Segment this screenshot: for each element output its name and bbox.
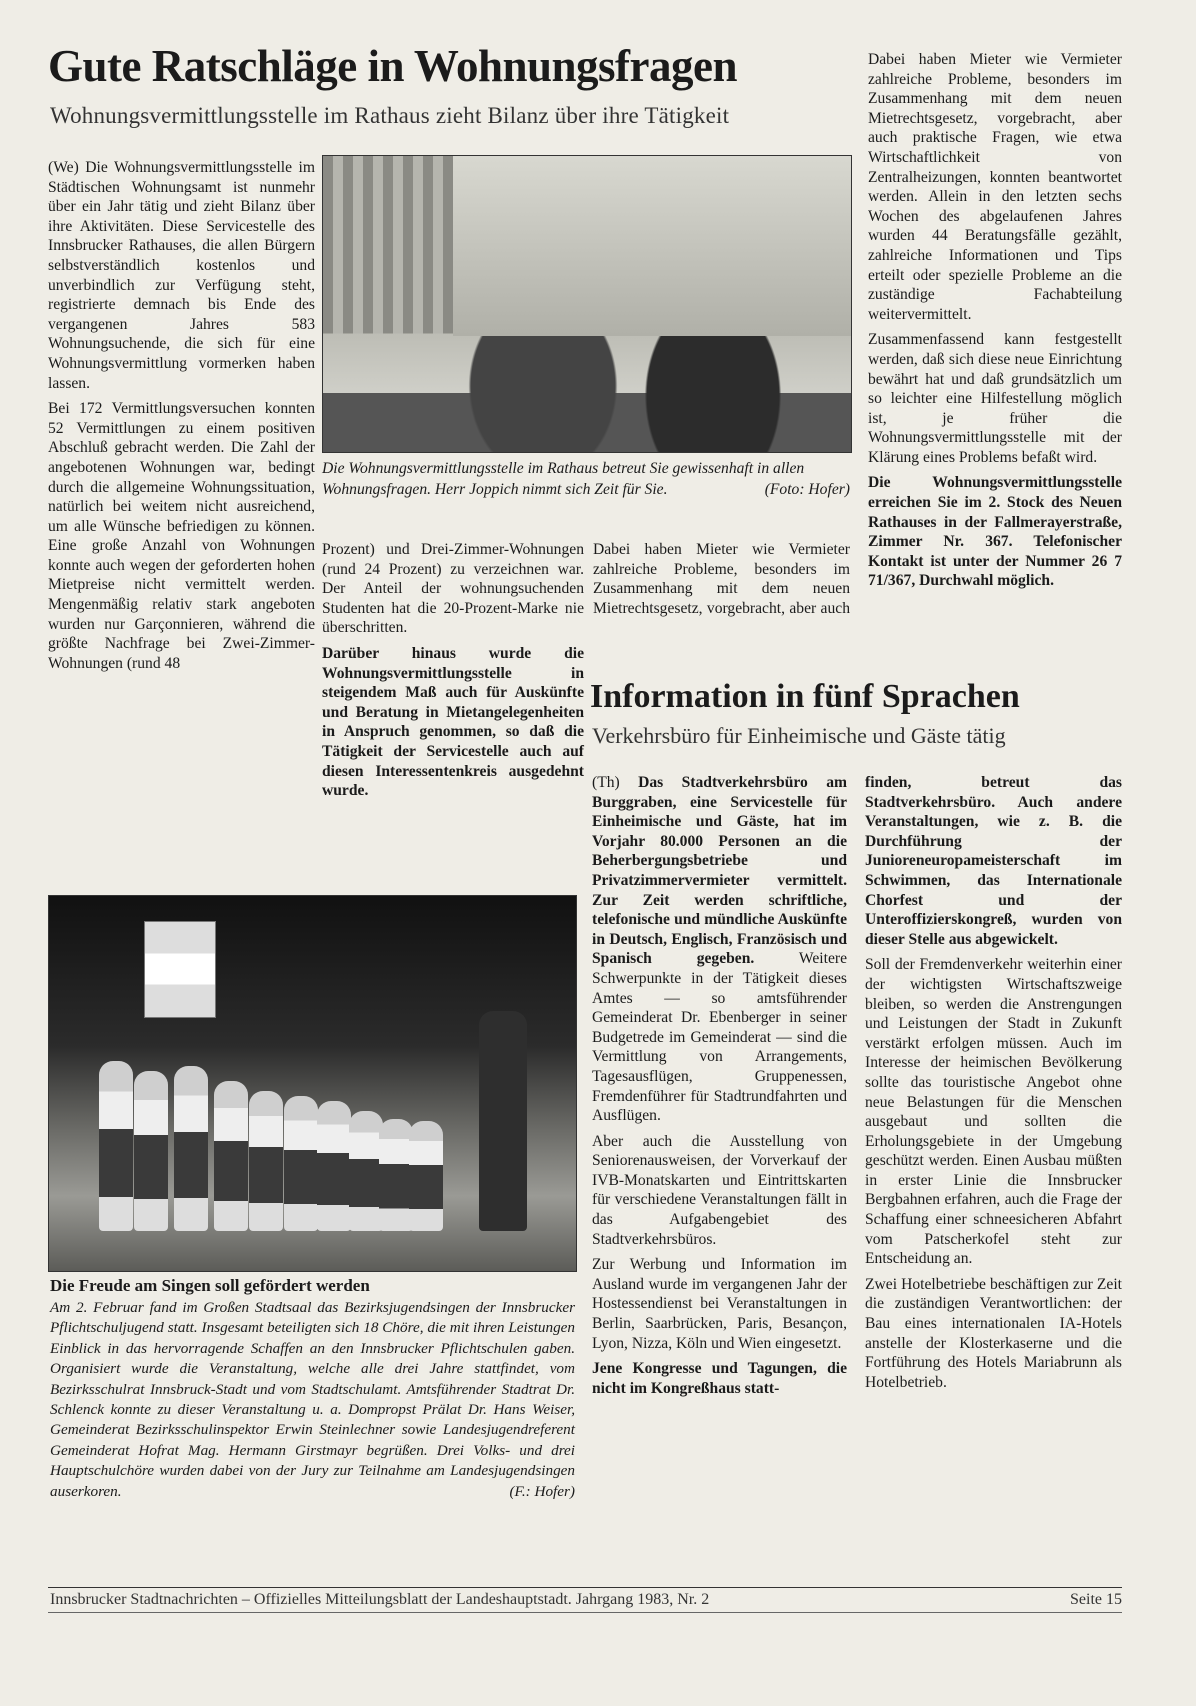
article1-column-3-start bbox=[593, 540, 850, 624]
article1-column-2 bbox=[322, 540, 584, 807]
article1-column-4 bbox=[868, 50, 1122, 597]
paragraph-bold: finden, betreut das Stadtverkehrsbüro. Auch andere Veranstaltungen, wie z. B. die Durchführung der Junioreneuropameisterschaft im Schwimmen, das Internationale Chorfest und der Unteroffizierskongreß, wurden von dieser Stelle aus abgewickelt. bbox=[865, 774, 1122, 948]
photo-credit: (F.: Hofer) bbox=[509, 1482, 575, 1500]
article2-headline: Information in fünf Sprachen bbox=[590, 678, 1020, 715]
lead-bold: Das Stadtverkehrsbüro am Burggraben, eine Servicestelle für Einheimische und Gäste, hat im Vorjahr 80.000 Personen an die Beherbergungsbetriebe und Privatzimmervermieter vermittelt. Zur Zeit werden schriftliche, telefonische und mündliche Auskünfte in Deutsch, Englisch, Französisch und Spanisch gegeben. bbox=[592, 774, 848, 968]
photo-caption bbox=[322, 458, 850, 500]
paragraph: Bei 172 Vermittlungsversuchen konnten 52 Vermittlungen zu einem positiven Abschluß gebracht werden. Die Zahl der angebotenen Wohnungen war, bedingt durch die allgemeine Wohnungssituation, natürlich bei weitem nicht ausreichend, um alle Wünsche befriedigen zu können. Eine große Anzahl von Wohnungen konnte auch wegen der geforderten hohen Mietpreise nicht vermittelt werden. Mengenmäßig relativ stark angeboten wurden nur Garçonnieren, während die größte Nachfrage bei Zwei-Zimmer-Wohnungen (rund 48 bbox=[48, 400, 315, 672]
paragraph-bold: Jene Kongresse und Tagungen, die nicht im Kongreßhaus statt- bbox=[592, 1360, 847, 1397]
caption-text: Am 2. Februar fand im Großen Stadtsaal das Bezirksjugendsingen der Innsbrucker Pflichtschuljugend statt. Insgesamt beteiligten sich 18 Chöre, die mit ihren Leistungen Einblick in das hervorragende Schaffen an den Innsbrucker Pflichtschulen gaben. Organisiert wurde die Veranstaltung, welche alle drei Jahre stattfindet, vom Bezirksschulrat Innsbruck-Stadt und vom Stadtschulamt. Amtsführender Stadtrat Dr. Schlenck konnte zu dieser Veranstaltung u. a. Dompropst Prälat Dr. Hans Weiser, Gemeinderat Bezirksschulinspektor Erwin Steinlechner sowie Landesjugendreferent Gemeinderat Hofrat Mag. Hermann Girstmayr begrüßen. Drei Volks- und drei Hauptschulchöre wurden dabei von der Jury zur Teilnahme am Landesjugendsingen auserkoren. bbox=[50, 1299, 575, 1500]
article2-column-1 bbox=[592, 773, 847, 1404]
paragraph: Dabei haben Mieter wie Vermieter zahlreiche Probleme, besonders im Zusammenhang mit dem neuen Mietrechtsgesetz, vorgebracht, aber auch praktische Fragen, wie etwa Wirtschaftlichkeit von Zentralheizungen, konnten beantwortet werden. Allein in den letzten sechs Wochen des abgelaufenen Jahres wurden 44 Beratungsfälle gezählt, zahlreiche Informationen und Tips erteilt oder spezielle Probleme an die zuständige Fachabteilung weitervermittelt. bbox=[868, 51, 1122, 323]
paragraph: Zwei Hotelbetriebe beschäftigen zur Zeit die zuständigen Verantwortlichen: der Bau eines internationalen IA-Hotels anstelle der Klosterkaserne und die Fortführung des Hotels Mariabrunn als Hotelbetrieb. bbox=[865, 1275, 1122, 1391]
article2-subheadline: Verkehrsbüro für Einheimische und Gäste tätig bbox=[592, 723, 1006, 748]
photo-credit: (Foto: Hofer) bbox=[764, 481, 850, 498]
page-footer bbox=[50, 1591, 1122, 1609]
page-number: Seite 15 bbox=[1070, 1591, 1122, 1608]
choir-photo bbox=[48, 895, 577, 1272]
author-tag: (Th) bbox=[592, 774, 639, 791]
footer-rule bbox=[48, 1612, 1122, 1613]
paragraph: Zur Werbung und Information im Ausland wurde im vergangenen Jahr der Hostessendienst bei Veranstaltungen in Berlin, Saarbrücken, Paris, Besançon, Lyon, Nizza, Köln und Wien eingesetzt. bbox=[592, 1256, 847, 1352]
paragraph-bold: Darüber hinaus wurde die Wohnungsvermittlungsstelle in steigendem Maß auch für Auskünfte und Beratung in Mietangelegenheiten in Anspruch genommen, so daß die Tätigkeit der Servicestelle auch auf diesen Interessentenkreis ausgedehnt wurde. bbox=[322, 644, 584, 800]
article2-column-2 bbox=[865, 773, 1122, 1398]
footer-rule bbox=[48, 1587, 1122, 1588]
paragraph: Soll der Fremdenverkehr weiterhin einer der wichtigsten Wirtschaftszweige bleiben, so werden die Anstrengungen und Leistungen der Stadt in Zukunft verstärkt erfolgen müssen. Auch im Interesse der heimischen Bevölkerung sollte das touristische Angebot ohne neue Belastungen für die Menschen ausgebaut und sollten die Erholungsgebiete in der Umgebung geschützt werden. Einen Ausbau müßten in erster Linie die Innsbrucker Bergbahnen erfahren, auch die Frage der Schaffung einer schneesicheren Abfahrt vom Patscherkofel steht zur Entscheidung an. bbox=[865, 956, 1122, 1268]
article-headline: Gute Ratschläge in Wohnungsfragen bbox=[48, 41, 738, 91]
publication-info: Innsbrucker Stadtnachrichten – Offizielles Mitteilungsblatt der Landeshauptstadt. Jahrgang 1983, Nr. 2 bbox=[50, 1591, 710, 1608]
lead-rest: Weitere Schwerpunkte in der Tätigkeit dieses Amtes — so amtsführender Gemeinderat Dr. Ebenberger in seiner Budgetrede im Gemeinderat — sind die Vermittlung von Arrangements, Tagesausflügen, Gruppenessen, Fremdenführer für Stadtrundfahrten und Ausflügen. bbox=[592, 950, 847, 1125]
paragraph: Dabei haben Mieter wie Vermieter zahlreiche Probleme, besonders im Zusammenhang mit dem neuen Mietrechtsgesetz, vorgebracht, aber auch bbox=[593, 541, 850, 617]
paragraph: Zusammenfassend kann festgestellt werden, daß sich diese neue Einrichtung bewährt hat und daß grundsätzlich um so leichter eine Hilfestellung möglich ist, je früher die Wohnungsvermittlungsstelle mit der Klärung eines Problems befaßt wird. bbox=[868, 331, 1122, 466]
office-photo bbox=[322, 155, 852, 453]
paragraph: (We) Die Wohnungsvermittlungsstelle im Städtischen Wohnungsamt ist nunmehr über ein Jahr tätig und zieht Bilanz über ihre Aktivitäten. Diese Servicestelle des Innsbrucker Rathauses, die allen Bürgern selbstverständlich kostenlos und unverbindlich zur Verfügung steht, registrierte demnach bis Ende des vergangenen Jahres 583 Wohnungsuchende, die sich für eine Wohnungsvermittlung vormerken haben lassen. bbox=[48, 159, 315, 392]
photo-title: Die Freude am Singen soll gefördert werden bbox=[50, 1276, 370, 1295]
paragraph: Prozent) und Drei-Zimmer-Wohnungen (rund 24 Prozent) zu verzeichnen war. Der Anteil der wohnungsuchenden Studenten hat die 20-Prozent-Marke nie überschritten. bbox=[322, 541, 584, 637]
caption-text: Die Wohnungsvermittlungsstelle im Rathaus betreut Sie gewissenhaft in allen Wohnungsfragen. Herr Joppich nimmt sich Zeit für Sie. bbox=[322, 460, 805, 498]
flag bbox=[144, 921, 216, 1018]
contact-info: Die Wohnungsvermittlungsstelle erreichen Sie im 2. Stock des Neuen Rathauses in der Fallmerayerstraße, Zimmer Nr. 367. Telefonischer Kontakt ist unter der Nummer 26 7 71/367, Durchwahl möglich. bbox=[868, 474, 1122, 590]
paragraph: Aber auch die Ausstellung von Seniorenausweisen, der Vorverkauf der IVB-Monatskarten und Eintrittskarten für verschiedene Veranstaltungen fällt in das Aufgabengebiet des Stadtverkehrsbüros. bbox=[592, 1132, 847, 1248]
article-subheadline: Wohnungsvermittlungsstelle im Rathaus zieht Bilanz über ihre Tätigkeit bbox=[50, 103, 730, 128]
photo-caption bbox=[50, 1298, 575, 1502]
article1-column-1 bbox=[48, 158, 315, 679]
paragraph bbox=[592, 773, 847, 1126]
